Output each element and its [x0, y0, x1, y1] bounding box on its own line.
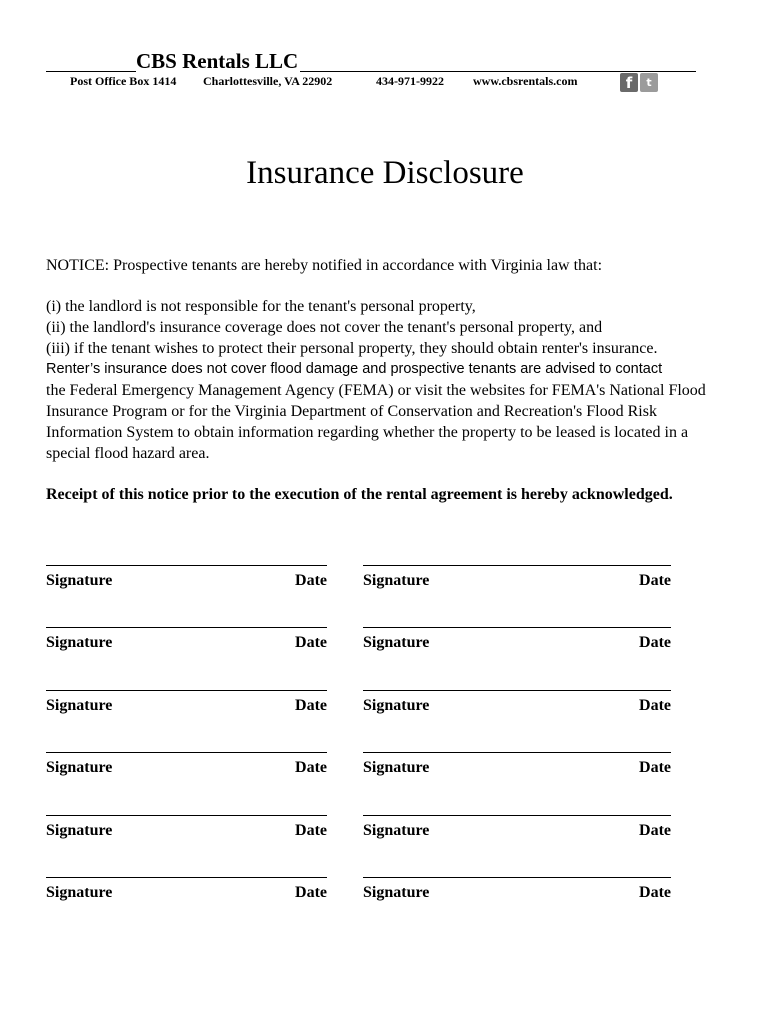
signature-label: Signature: [363, 821, 430, 839]
disclosure-list: [46, 296, 657, 359]
signature-label: Signature: [363, 759, 430, 777]
signature-line[interactable]: [363, 690, 671, 691]
postal-address: Post Office Box 1414: [70, 74, 177, 88]
signature-block-left: [46, 815, 327, 845]
date-label: Date: [639, 759, 671, 777]
signature-label: Signature: [46, 884, 113, 901]
signature-line[interactable]: [46, 815, 327, 816]
date-label: Date: [295, 634, 327, 652]
signature-line[interactable]: [363, 565, 671, 566]
signature-line[interactable]: [46, 565, 327, 566]
date-label: Date: [295, 572, 327, 589]
signature-line[interactable]: [46, 690, 327, 691]
signature-block-left: [46, 627, 327, 657]
signature-block-right: [363, 690, 671, 720]
phone-number: 434-971-9922: [376, 74, 444, 88]
receipt-acknowledgement: Receipt of this notice prior to the execution of the rental agreement is hereby acknowledged.: [46, 486, 673, 503]
signature-block-left: [46, 565, 327, 595]
signature-label: Signature: [363, 696, 430, 714]
signature-label: Signature: [46, 696, 113, 714]
date-label: Date: [639, 884, 671, 901]
flood-detail-text: the Federal Emergency Management Agency (FEMA) or visit the websites for FEMA's National Flood Insurance Program or for the Virginia Department of Conservation and Recreation's Flood Risk Information System to obtain information regarding whether the property to be leased is located in a special flood hazard area.: [46, 382, 706, 462]
notice-statement: NOTICE: Prospective tenants are hereby notified in accordance with Virginia law that:: [46, 257, 603, 274]
date-label: Date: [639, 821, 671, 839]
website-link[interactable]: www.cbsrentals.com: [473, 74, 578, 88]
date-label: Date: [295, 821, 327, 839]
signature-label: Signature: [363, 572, 430, 589]
twitter-icon[interactable]: t: [640, 73, 658, 92]
signature-line[interactable]: [46, 877, 327, 878]
signature-block-left: [46, 877, 327, 907]
signature-block-right: [363, 565, 671, 595]
signature-label: Signature: [363, 634, 430, 652]
date-label: Date: [639, 634, 671, 652]
signature-line[interactable]: [363, 815, 671, 816]
signature-block-right: [363, 627, 671, 657]
signature-line[interactable]: [363, 877, 671, 878]
signature-block-left: [46, 690, 327, 720]
signature-block-right: [363, 815, 671, 845]
date-label: Date: [295, 696, 327, 714]
date-label: Date: [295, 884, 327, 901]
signature-line[interactable]: [363, 752, 671, 753]
disclosure-item: (i) the landlord is not responsible for the tenant's personal property,: [46, 298, 476, 315]
signature-label: Signature: [46, 821, 113, 839]
city-state-zip: Charlottesville, VA 22902: [203, 74, 333, 88]
letterhead: [46, 50, 696, 72]
disclosure-item: (ii) the landlord's insurance coverage does not cover the tenant's personal property, and: [46, 319, 603, 336]
signature-label: Signature: [46, 634, 113, 652]
date-label: Date: [295, 759, 327, 777]
date-label: Date: [639, 572, 671, 589]
signature-block-right: [363, 752, 671, 782]
signature-label: Signature: [363, 884, 430, 901]
social-links: [620, 73, 660, 93]
signature-line[interactable]: [46, 627, 327, 628]
signature-label: Signature: [46, 759, 113, 777]
signature-label: Signature: [46, 572, 113, 589]
facebook-icon[interactable]: f: [620, 73, 638, 92]
document-title: Insurance Disclosure: [246, 155, 524, 191]
flood-lead-sentence: Renter’s insurance does not cover flood damage and prospective tenants are advised to contact: [46, 361, 663, 377]
date-label: Date: [639, 696, 671, 714]
signature-block-right: [363, 877, 671, 907]
signature-block-left: [46, 752, 327, 782]
signature-line[interactable]: [363, 627, 671, 628]
disclosure-item: (iii) if the tenant wishes to protect their personal property, they should obtain renter's insurance.: [46, 340, 658, 357]
company-name: CBS Rentals LLC: [136, 49, 299, 73]
signature-line[interactable]: [46, 752, 327, 753]
flood-paragraph: [46, 359, 736, 464]
